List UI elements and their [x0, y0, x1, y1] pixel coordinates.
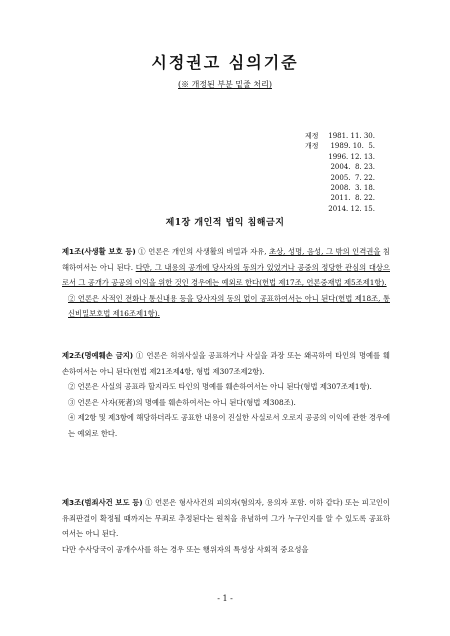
article-1-heading: 제1조(사생활 보호 등) — [62, 247, 136, 256]
history-row — [305, 141, 375, 151]
article-2 — [62, 348, 390, 442]
history-label — [305, 193, 321, 203]
history-date: 2005. 7. 22. — [330, 173, 375, 182]
history-date: 2008. 3. 18. — [330, 184, 375, 193]
chapter-title: 제1장 개인적 법익 침해금지 — [165, 218, 285, 228]
history-label: 개정 — [305, 142, 319, 151]
article-3-heading: 제3조(범죄사건 보도 등) — [62, 498, 143, 507]
subtitle-text: (※ 개정된 부분 밑줄 처리) — [178, 80, 272, 89]
revision-history — [305, 131, 375, 214]
article-2-para-2: ② 언론은 사실의 공표라 할지라도 타인의 명예를 훼손하여서는 아니 된다(형법 제307조제1항). — [68, 382, 372, 392]
article-1-amended-text: 다만, 그 내용의 공개에 당사자의 동의가 있었거나 공중의 정당한 관심의 대상으로서 그 공개가 공공의 이익을 위한 것인 경우에는 예외로 한다(헌법 제17조, 언론중재법 제5조제1항). — [62, 262, 390, 288]
article-2-para-4: ④ 제2항 및 제3항에 해당하더라도 공표한 내용이 진실한 사실로서 오로지 공공의 이익에 관한 경우에는 예외로 한다. — [68, 413, 390, 438]
history-label — [305, 183, 321, 193]
history-date: 2014. 12. 15. — [328, 204, 375, 213]
history-label — [305, 162, 321, 172]
article-3-para-2: 다만 수사당국이 공개수사를 하는 경우 또는 행위자의 특성상 사회적 중요성을 — [62, 544, 309, 554]
article-1-text: 침해하여서는 아니 된다. — [62, 247, 390, 272]
document-subtitle — [0, 79, 450, 90]
document-title: 시정권고 심의기준 — [151, 53, 299, 72]
article-1-amended-text: ② 언론은 사적인 전화나 통신내용 등을 당사자의 동의 없이 공표하여서는 아니 된다(헌법 제18조, 통신비밀보호법 제16조제1항). — [68, 293, 390, 319]
article-3 — [62, 495, 390, 557]
article-1-para-2 — [62, 291, 390, 322]
history-date: 1981. 11. 30. — [328, 132, 375, 140]
history-label — [305, 204, 321, 214]
history-row — [305, 131, 375, 141]
article-1-amended-text: 초상, 성명, 음성, 그 밖의 인격권을 — [269, 247, 381, 256]
article-2-text: ① 언론은 허위사실을 공표하거나 사실을 과장 또는 왜곡하여 타인의 명예를 훼손하여서는 아니 된다(헌법 제21조제4항, 형법 제307조제2항). — [62, 351, 390, 376]
history-row — [305, 193, 375, 203]
history-label — [305, 152, 321, 162]
history-date: 1996. 12. 13. — [328, 152, 375, 161]
history-date: 1989. 10. 5. — [330, 142, 375, 151]
history-row — [305, 204, 375, 214]
article-3-text: ① 언론은 형사사건의 피의자(혐의자, 용의자 포함. 이하 같다) 또는 피고인이 유죄판결이 확정될 때까지는 무죄로 추정된다는 원칙을 유념하여 그가 누구인지를 알 수 있도록 공표하여서는 아니 된다. — [62, 498, 390, 539]
article-1-text: ① 언론은 개인의 사생활의 비밀과 자유, — [135, 247, 270, 256]
article-2-heading: 제2조(명예훼손 금지) — [62, 351, 134, 360]
article-3-para-1 — [62, 495, 390, 542]
history-label — [305, 173, 321, 183]
article-1 — [62, 244, 390, 322]
history-label: 제정 — [305, 132, 319, 140]
history-date: 2004. 8. 23. — [330, 163, 375, 172]
history-date: 2011. 8. 22. — [330, 194, 375, 203]
article-2-para-3: ③ 언론은 사자(死者)의 명예를 훼손하여서는 아니 된다(형법 제308조). — [68, 397, 296, 407]
history-row — [305, 162, 375, 172]
article-2-para-1 — [62, 348, 390, 379]
article-1-para-1 — [62, 244, 390, 291]
history-row — [305, 183, 375, 193]
page-number: - 1 - — [217, 594, 233, 603]
history-row — [305, 152, 375, 162]
history-row — [305, 173, 375, 183]
